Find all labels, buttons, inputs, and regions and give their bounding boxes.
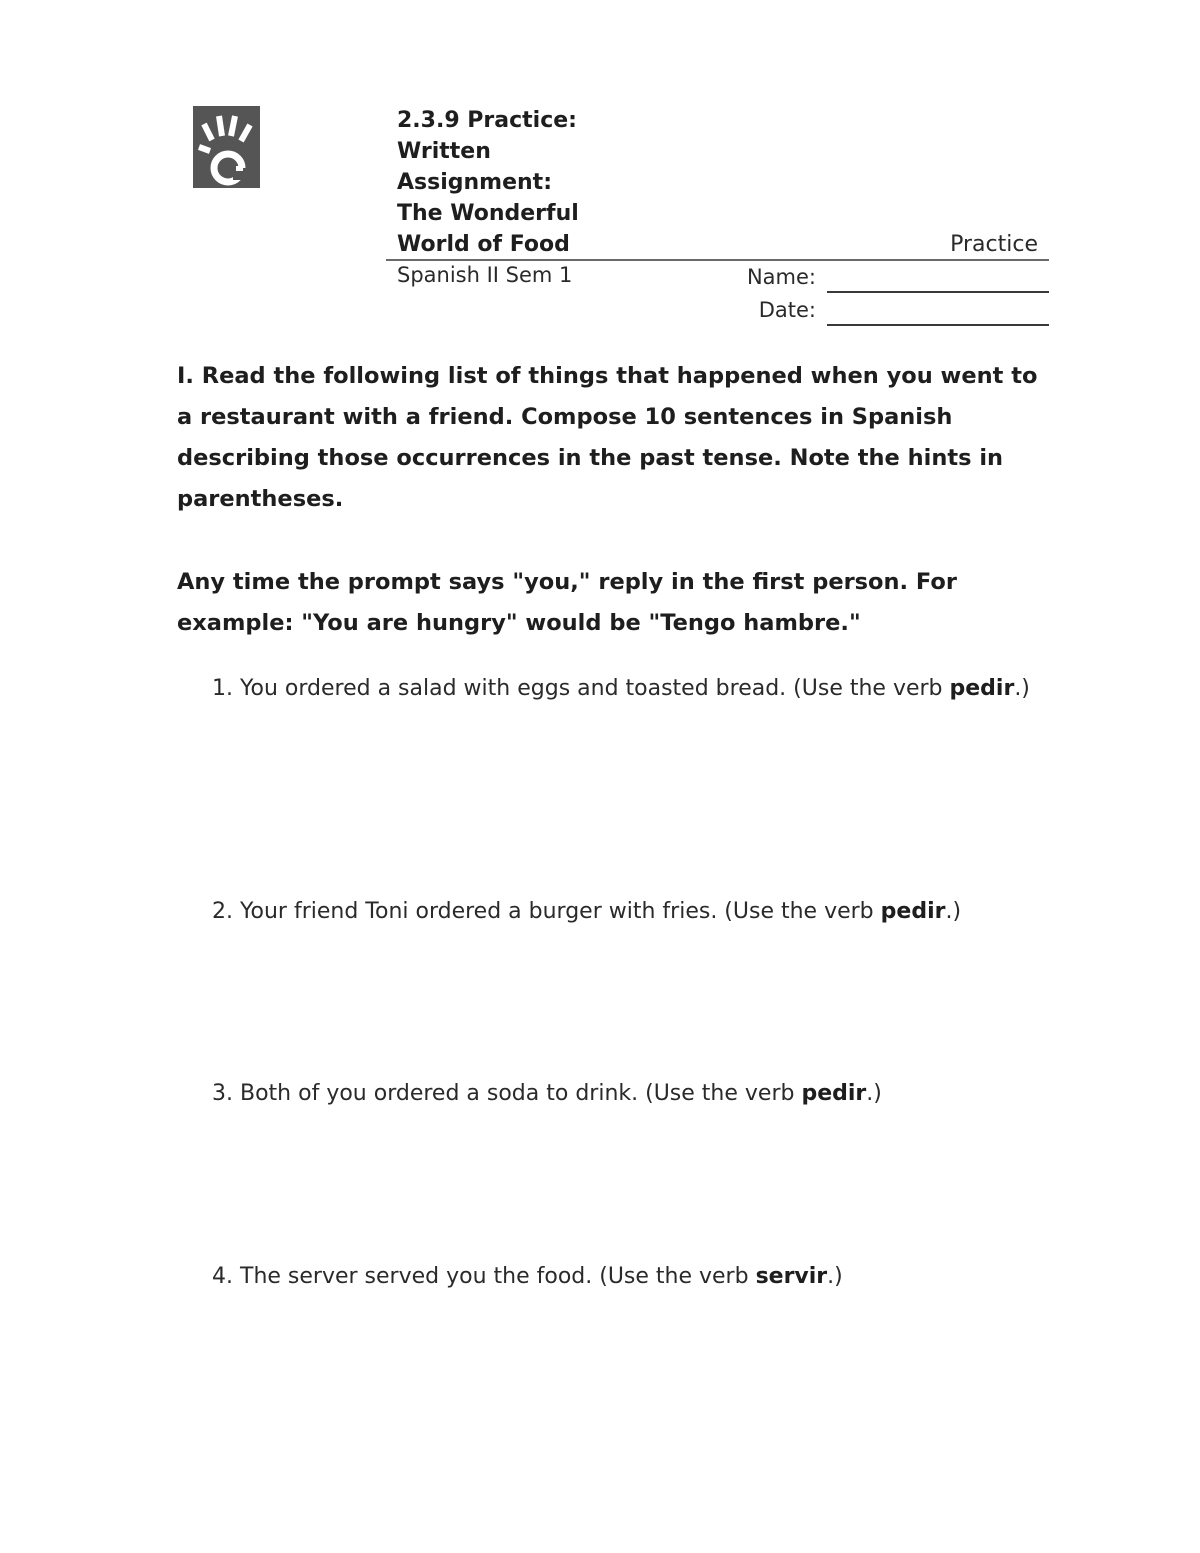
item-close: .) — [945, 899, 962, 924]
list-item — [212, 1073, 1032, 1114]
doc-type-label: Practice — [950, 232, 1038, 257]
item-number: 3. — [212, 1081, 233, 1106]
item-verb: servir — [755, 1264, 828, 1289]
title-line: 2.3.9 Practice: — [397, 108, 577, 133]
date-label: Date: — [758, 298, 816, 322]
title-line: Written — [397, 139, 491, 164]
sunburst-logo-icon — [193, 106, 260, 188]
item-text: Both of you ordered a soda to drink. (Use the verb — [240, 1081, 802, 1106]
name-field-line[interactable] — [827, 291, 1049, 293]
item-close: .) — [866, 1081, 882, 1106]
item-text: You ordered a salad with eggs and toasted bread. (Use the verb — [240, 676, 950, 701]
item-verb: pedir — [949, 676, 1015, 701]
item-text: The server served you the food. (Use the verb — [240, 1264, 756, 1289]
list-item — [212, 891, 1032, 932]
list-item — [212, 1256, 1032, 1297]
item-number: 1. — [212, 676, 233, 701]
item-verb: pedir — [880, 899, 946, 924]
item-close: .) — [827, 1264, 843, 1289]
name-label: Name: — [746, 265, 816, 289]
item-close: .) — [1014, 676, 1030, 701]
item-number: 2. — [212, 899, 233, 924]
instructions-part-1: I. Read the following list of things that happened when you went to a restaurant with a friend. Compose 10 sentences in Spanish describing those occurrences in the past tense. Note the hints in parentheses. — [177, 363, 1038, 512]
title-line: World of Food — [397, 232, 570, 257]
date-field-line[interactable] — [827, 324, 1049, 326]
item-text: Your friend Toni ordered a burger with fries. (Use the verb — [240, 899, 881, 924]
assignment-title — [397, 105, 637, 260]
item-number: 4. — [212, 1264, 233, 1289]
instructions-part-2: Any time the prompt says "you," reply in the first person. For example: "You are hungry" would be "Tengo hambre." — [177, 569, 957, 636]
course-name: Spanish II Sem 1 — [397, 263, 573, 287]
title-line: The Wonderful — [397, 201, 579, 226]
item-verb: pedir — [801, 1081, 867, 1106]
title-line: Assignment: — [397, 170, 552, 195]
list-item — [212, 668, 1032, 709]
